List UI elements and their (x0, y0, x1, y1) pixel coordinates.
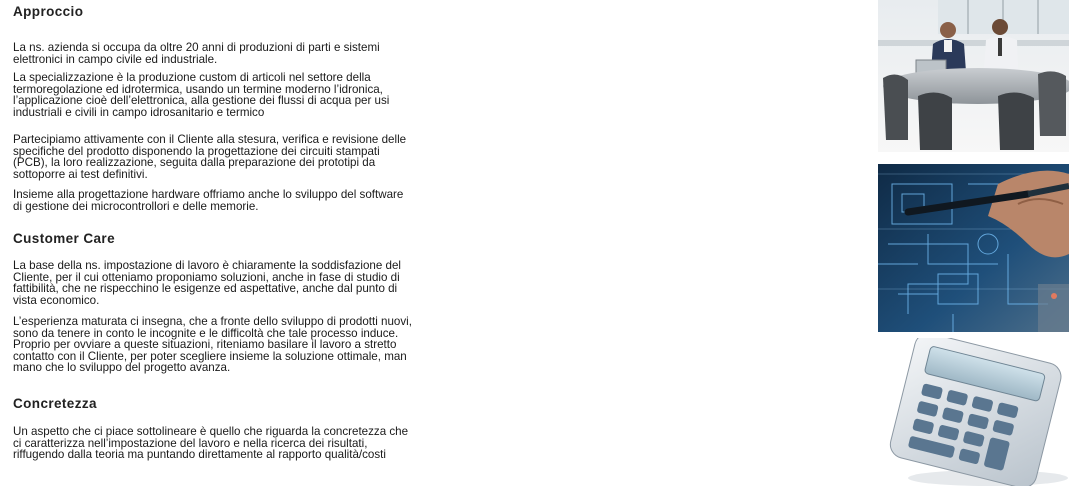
paragraph: Partecipiamo attivamente con il Cliente alla stesura, verifica e revisione delle specifiche del prodotto disponendo la progettazione dei circuiti stampati (PCB), la loro realizzazione, seguita dalla preparazione dei prototipi da sottoporre ai test definitivi. (13, 133, 407, 181)
paragraph: Insieme alla progettazione hardware offriamo anche lo sviluppo del software di gestione dei microcontrollori e delle memorie. (13, 188, 404, 213)
calculator-photo (878, 338, 1069, 486)
paragraph: Un aspetto che ci piace sottolineare è quello che riguarda la concretezza che ci caratterizza nell’impostazione del lavoro e nella ricerca dei risultati, riffugendo dalla teoria ma puntando direttamente al rapporto qualità/costi (13, 425, 409, 462)
paragraph: La ns. azienda si occupa da oltre 20 anni di produzioni di parti e sistemi elettronici in campo civile ed industriale. (13, 41, 380, 66)
section-title-approccio: Approccio (13, 4, 84, 19)
paragraph: La specializzazione è la produzione custom di articoli nel settore della termoregolazione ed idrotermica, usando un termine moderno l’idronica, l’applicazione cioè dell’elettronica, alla gestione dei flussi di acqua per usi industriali e civili in campo idrosanitario e termico (13, 71, 390, 119)
business-meeting-photo (878, 0, 1069, 152)
circuit-design-photo (878, 164, 1069, 332)
section-title-customer-care: Customer Care (13, 231, 115, 246)
paragraph: La base della ns. impostazione di lavoro è chiaramente la soddisfazione del Cliente, per il cui otteniamo proponiamo soluzioni, anche in fase di studio di fattibilità, che ne rispecchino le esigenze ed aspettative, anche dal punto di vista economico. (13, 259, 401, 307)
section-title-concretezza: Concretezza (13, 396, 97, 411)
paragraph: L’esperienza maturata ci insegna, che a fronte dello sviluppo di prodotti nuovi, sono da tenere in conto le incognite e le difficoltà che tale processo induce. Proprio per ovviare a queste situazioni, riteniamo basilare il lavoro a stretto contatto con il Cliente, per poter scegliere insieme la soluzione ottimale, man mano che lo sviluppo del progetto avanza. (13, 315, 412, 375)
